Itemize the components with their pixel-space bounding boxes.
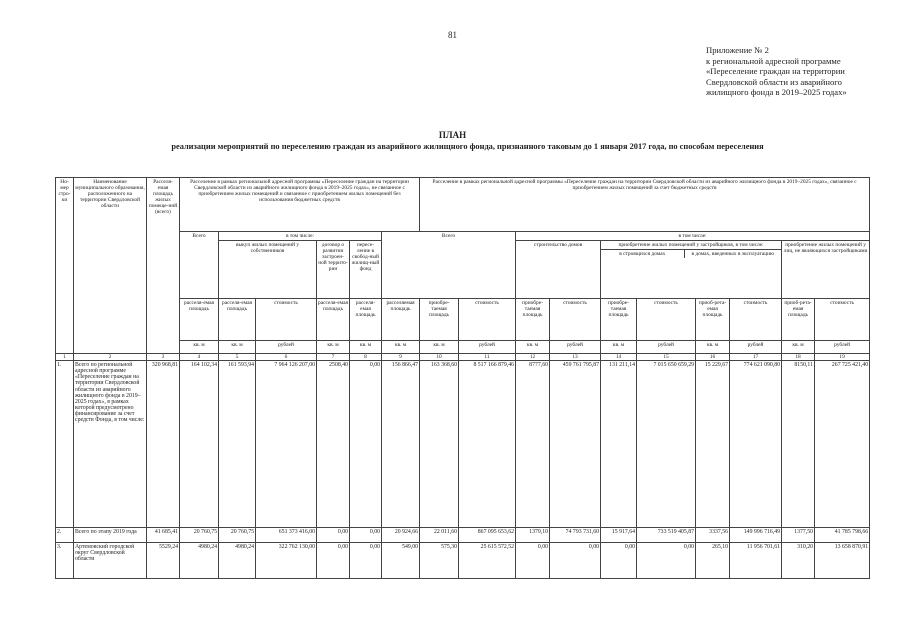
- plan-table: [55, 177, 870, 579]
- header-development-contract: договор о развитии застроен-ной террито-рии: [317, 241, 350, 299]
- header-b-including: в том числе:: [516, 232, 870, 241]
- cell: 310,20: [782, 543, 815, 579]
- header-col6: стоимость: [256, 299, 317, 341]
- header-col10: приобре-таемая площадь: [420, 299, 459, 341]
- unit-col10: кв. м: [420, 341, 459, 354]
- header-col9: расселяемая площадь: [382, 299, 420, 341]
- column-number: 18: [782, 354, 815, 361]
- header-free-fund: пересе-ление в свобод-ный жилищ-ный фонд: [350, 241, 382, 299]
- header-col17: стоимость: [730, 299, 782, 341]
- unit-col15: рублей: [637, 341, 696, 354]
- unit-col18: кв. м: [782, 341, 815, 354]
- cell: 651 373 416,00: [256, 528, 317, 543]
- cell: 164 102,34: [180, 361, 219, 528]
- header-col19: стоимость: [815, 299, 870, 341]
- header-col4: расселя-емая площадь: [180, 299, 219, 341]
- column-number: 5: [219, 354, 256, 361]
- column-number: 3: [147, 354, 180, 361]
- header-a-total: Всего: [180, 232, 219, 299]
- cell: 265,10: [696, 543, 730, 579]
- cell: 4980,24: [180, 543, 219, 579]
- column-number: 16: [696, 354, 730, 361]
- cell: 8 517 166 879,46: [459, 361, 516, 528]
- header-buyout: выкуп жилых помещений у собственников: [219, 241, 317, 299]
- cell: 7 964 126 207,00: [256, 361, 317, 528]
- cell: 0,00: [637, 543, 696, 579]
- cell: 733 519 405,87: [637, 528, 696, 543]
- header-row-number: Но-мер стро-ки: [56, 178, 74, 354]
- cell: 549,00: [382, 543, 420, 579]
- cell: 774 621 090,80: [730, 361, 782, 528]
- column-number: 8: [350, 354, 382, 361]
- appendix-line: жилищного фонда в 2019–2025 годах»: [706, 87, 847, 97]
- cell: 0,00: [601, 543, 637, 579]
- row-name: Артемовский городской округ Свердловской области: [74, 543, 147, 579]
- cell: 131 211,14: [601, 361, 637, 528]
- cell: 15 917,64: [601, 528, 637, 543]
- header-from-others: приобретение жилых помещений у лиц, не являющихся застройщиками: [782, 241, 870, 299]
- row-name: Всего по региональной адресной программе «Переселение граждан на территории Свердловской области из аварийного жилищного фонда в 2019–2025 годах», в рамках которой предусмотрено финансирование за счет средств Фонда, в том числе:: [74, 361, 147, 528]
- column-number: 1: [56, 354, 74, 361]
- row-number: 2.: [56, 528, 74, 543]
- header-from-developers-label: приобретение жилых помещений у застройщиков, в том числе:: [618, 242, 764, 249]
- column-number: 6: [256, 354, 317, 361]
- unit-col14: кв. м: [601, 341, 637, 354]
- unit-col13: рублей: [550, 341, 601, 354]
- unit-col16: кв. м: [696, 341, 730, 354]
- cell: 156 866,47: [382, 361, 420, 528]
- table-row: [56, 543, 870, 579]
- cell: 11 956 701,61: [730, 543, 782, 579]
- cell: 0,00: [317, 528, 350, 543]
- cell: 74 793 731,60: [550, 528, 601, 543]
- header-col8: расселя-емая площадь: [350, 299, 382, 341]
- unit-col8: кв. м: [350, 341, 382, 354]
- page-number: 81: [448, 30, 457, 40]
- header-col15: стоимость: [637, 299, 696, 341]
- column-number: 17: [730, 354, 782, 361]
- row-number: 3.: [56, 543, 74, 579]
- cell: 0,00: [516, 543, 550, 579]
- header-under-construction: в строящихся домах: [601, 250, 685, 258]
- header-col18: приоб-рета-емая площадь: [782, 299, 815, 341]
- cell: 149 996 716,49: [730, 528, 782, 543]
- table-row: [56, 361, 870, 528]
- cell: 8777,60: [516, 361, 550, 528]
- header-developer-subgroups: [601, 249, 781, 258]
- column-number: 12: [516, 354, 550, 361]
- row-number: 1.: [56, 361, 74, 528]
- cell: 320 968,81: [147, 361, 180, 528]
- column-number-row: [56, 354, 870, 361]
- cell: 41 685,41: [147, 528, 180, 543]
- column-number: 19: [815, 354, 870, 361]
- column-number: 13: [550, 354, 601, 361]
- unit-col7: кв. м: [317, 341, 350, 354]
- appendix-line: Приложение № 2: [706, 45, 769, 55]
- cell: 4980,24: [219, 543, 256, 579]
- cell: 163 368,60: [420, 361, 459, 528]
- cell: 0,00: [550, 543, 601, 579]
- cell: 13 658 870,91: [815, 543, 870, 579]
- cell: 0,00: [350, 543, 382, 579]
- unit-col4: кв. м: [180, 341, 219, 354]
- document-title: ПЛАН: [438, 130, 467, 140]
- column-number: 2: [74, 354, 147, 361]
- column-number: 4: [180, 354, 219, 361]
- table-row: [56, 528, 870, 543]
- appendix-line: Свердловской области из аварийного: [706, 76, 842, 87]
- cell: 2508,40: [317, 361, 350, 528]
- header-col12: приобре-таемая площадь: [516, 299, 550, 341]
- column-number: 11: [459, 354, 516, 361]
- cell: 1377,50: [782, 528, 815, 543]
- header-col13: стоимость: [550, 299, 601, 341]
- cell: 7 015 650 659,29: [637, 361, 696, 528]
- cell: 1379,10: [516, 528, 550, 543]
- unit-col6: рублей: [256, 341, 317, 354]
- column-number: 14: [601, 354, 637, 361]
- cell: 0,00: [350, 528, 382, 543]
- unit-col17: рублей: [730, 341, 782, 354]
- header-from-developers: [601, 241, 782, 299]
- header-col11: стоимость: [459, 299, 516, 341]
- cell: 41 785 798,66: [815, 528, 870, 543]
- header-construction: строительство домов: [516, 241, 601, 299]
- header-group-non-budget: Расселение в рамках региональной адресной программы «Переселение граждан на территории Свердловской области из аварийного жилищного фонда в 2019–2025 годах», не связанное с приобретением жилых помещений и связанное с приобретением жилых помещений без использования бюджетных средств: [180, 178, 420, 232]
- column-number: 7: [317, 354, 350, 361]
- cell: 322 762 130,00: [256, 543, 317, 579]
- cell: 20 760,75: [180, 528, 219, 543]
- header-a-including: в том числе:: [219, 232, 382, 241]
- appendix-line: «Переселение граждан на территории: [706, 66, 845, 76]
- header-group-budget: Расселение в рамках региональной адресной программы «Переселение граждан на территории Свердловской области из аварийного жилищного фонда в 2019–2025 годах», связанное с приобретением жилых помещений за счет бюджетных средств: [420, 178, 870, 232]
- cell: 867 095 653,62: [459, 528, 516, 543]
- header-total-area: Расселя-емая площадь жилых помеще-ний (всего): [147, 178, 180, 354]
- cell: 20 760,75: [219, 528, 256, 543]
- cell: 20 924,66: [382, 528, 420, 543]
- cell: 8150,11: [782, 361, 815, 528]
- header-col16: приоб-рета-емая площадь: [696, 299, 730, 341]
- cell: 575,30: [420, 543, 459, 579]
- header-col14: приобре-таемая площадь: [601, 299, 637, 341]
- header-municipality: Наименование муниципального образования, расположенного на территории Свердловской области: [74, 178, 147, 354]
- cell: 15 229,67: [696, 361, 730, 528]
- header-b-total: Всего: [382, 232, 516, 299]
- header-col5: расселя-емая площадь: [219, 299, 256, 341]
- cell: 25 615 572,52: [459, 543, 516, 579]
- appendix-line: к региональной адресной программе: [706, 55, 841, 66]
- cell: 22 011,60: [420, 528, 459, 543]
- appendix-block: [706, 45, 896, 98]
- cell: 459 761 795,87: [550, 361, 601, 528]
- unit-col5: кв. м: [219, 341, 256, 354]
- unit-col12: кв. м: [516, 341, 550, 354]
- cell: 5529,24: [147, 543, 180, 579]
- row-name: Всего по этапу 2019 года: [74, 528, 147, 543]
- cell: 267 725 421,40: [815, 361, 870, 528]
- cell: 0,00: [350, 361, 382, 528]
- unit-col11: рублей: [459, 341, 516, 354]
- column-number: 10: [420, 354, 459, 361]
- column-number: 9: [382, 354, 420, 361]
- header-commissioned: в домах, введенных в эксплуатацию: [691, 251, 774, 258]
- header-col7: расселя-емая площадь: [317, 299, 350, 341]
- cell: 3337,56: [696, 528, 730, 543]
- cell: 0,00: [317, 543, 350, 579]
- unit-col19: рублей: [815, 341, 870, 354]
- unit-col9: кв. м: [382, 341, 420, 354]
- cell: 161 593,94: [219, 361, 256, 528]
- document-subtitle: реализации мероприятий по переселению граждан из аварийного жилищного фонда, признанного таковым до 1 января 2017 года, по способам переселения: [171, 142, 764, 151]
- column-number: 15: [637, 354, 696, 361]
